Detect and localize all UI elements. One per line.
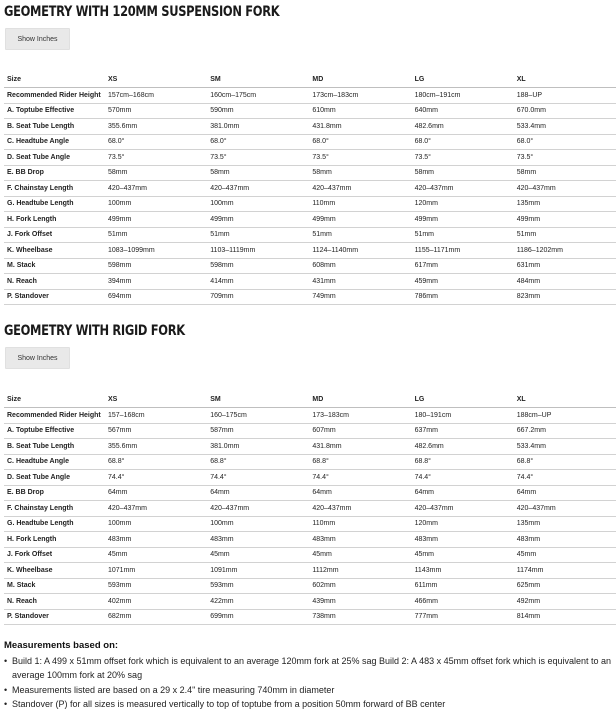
table-row: [4, 274, 616, 290]
table-row: [4, 196, 616, 212]
table-cell: 1174mm: [514, 563, 616, 579]
table-cell: 1071mm: [105, 563, 207, 579]
row-label: B. Seat Tube Length: [4, 119, 105, 135]
row-label: C. Headtube Angle: [4, 454, 105, 470]
table-cell: 51mm: [309, 227, 411, 243]
table-cell: 74.4°: [514, 470, 616, 486]
column-header-xs: XS: [105, 72, 207, 88]
table-cell: 499mm: [207, 212, 309, 228]
table-cell: 120mm: [412, 516, 514, 532]
table-row: [4, 212, 616, 228]
table-cell: 188–UP: [514, 88, 616, 104]
table-cell: 381.0mm: [207, 439, 309, 455]
table-cell: 100mm: [207, 196, 309, 212]
row-label: N. Reach: [4, 274, 105, 290]
table-cell: 73.5°: [412, 150, 514, 166]
table-cell: 483mm: [105, 532, 207, 548]
table-row: [4, 454, 616, 470]
row-label: N. Reach: [4, 594, 105, 610]
table-cell: 110mm: [309, 196, 411, 212]
column-header-lg: LG: [412, 392, 514, 408]
measurements-list: [4, 654, 612, 712]
table-cell: 640mm: [412, 103, 514, 119]
table-cell: 74.4°: [412, 470, 514, 486]
table-cell: 1112mm: [309, 563, 411, 579]
table-cell: 100mm: [105, 516, 207, 532]
table-cell: 484mm: [514, 274, 616, 290]
table-row: [4, 516, 616, 532]
row-label: P. Standover: [4, 609, 105, 625]
table-cell: 64mm: [309, 485, 411, 501]
section-title-suspension: GEOMETRY WITH 120MM SUSPENSION FORK: [4, 4, 280, 20]
table-cell: 68.8°: [105, 454, 207, 470]
table-cell: 68.0°: [309, 134, 411, 150]
row-label: E. BB Drop: [4, 485, 105, 501]
measurements-item: • Standover (P) for all sizes is measured vertically to top of toptube from a position 50mm forward of BB center: [4, 697, 612, 711]
row-label: K. Wheelbase: [4, 243, 105, 259]
column-header-xs: XS: [105, 392, 207, 408]
row-label: Recommended Rider Height: [4, 88, 105, 104]
table-cell: 670.0mm: [514, 103, 616, 119]
column-header-xl: XL: [514, 72, 616, 88]
table-cell: 602mm: [309, 578, 411, 594]
table-cell: 68.8°: [514, 454, 616, 470]
table-cell: 110mm: [309, 516, 411, 532]
table-cell: 533.4mm: [514, 439, 616, 455]
table-row: [4, 563, 616, 579]
table-cell: 1124–1140mm: [309, 243, 411, 259]
measurements-item: • Build 1: A 499 x 51mm offset fork which is equivalent to an average 120mm fork at 25% sag Build 2: A 483 x 45mm offset fork which is equivalent to an average 100mm fork at 20% sag: [4, 654, 612, 683]
table-row: [4, 423, 616, 439]
table-cell: 439mm: [309, 594, 411, 610]
table-cell: 1143mm: [412, 563, 514, 579]
table-cell: 160cm–175cm: [207, 88, 309, 104]
row-label: F. Chainstay Length: [4, 501, 105, 517]
table-cell: 58mm: [412, 165, 514, 181]
table-cell: 608mm: [309, 258, 411, 274]
table-cell: 73.5°: [514, 150, 616, 166]
row-label: M. Stack: [4, 258, 105, 274]
table-cell: 482.6mm: [412, 439, 514, 455]
column-header-sm: SM: [207, 72, 309, 88]
table-cell: 431mm: [309, 274, 411, 290]
table-cell: 682mm: [105, 609, 207, 625]
table-cell: 499mm: [105, 212, 207, 228]
table-cell: 51mm: [412, 227, 514, 243]
table-cell: 499mm: [309, 212, 411, 228]
table-cell: 1103–1119mm: [207, 243, 309, 259]
table-cell: 180cm–191cm: [412, 88, 514, 104]
row-label: A. Toptube Effective: [4, 423, 105, 439]
table-cell: 420–437mm: [207, 181, 309, 197]
table-cell: 64mm: [514, 485, 616, 501]
table-row: [4, 594, 616, 610]
table-cell: 593mm: [207, 578, 309, 594]
measurements-notes: [4, 640, 612, 712]
table-cell: 786mm: [412, 289, 514, 305]
table-cell: 51mm: [207, 227, 309, 243]
table-cell: 414mm: [207, 274, 309, 290]
table-cell: 160–175cm: [207, 408, 309, 424]
table-row: [4, 485, 616, 501]
row-label: H. Fork Length: [4, 532, 105, 548]
table-cell: 73.5°: [309, 150, 411, 166]
table-cell: 45mm: [514, 547, 616, 563]
table-row: [4, 227, 616, 243]
table-cell: 45mm: [207, 547, 309, 563]
table-cell: 120mm: [412, 196, 514, 212]
table-cell: 777mm: [412, 609, 514, 625]
table-cell: 68.8°: [207, 454, 309, 470]
table-cell: 420–437mm: [105, 181, 207, 197]
table-row: [4, 609, 616, 625]
table-cell: 593mm: [105, 578, 207, 594]
table-cell: 420–437mm: [412, 501, 514, 517]
row-label: C. Headtube Angle: [4, 134, 105, 150]
table-cell: 570mm: [105, 103, 207, 119]
table-cell: 431.8mm: [309, 439, 411, 455]
table-cell: 135mm: [514, 516, 616, 532]
table-cell: 64mm: [105, 485, 207, 501]
row-label: Recommended Rider Height: [4, 408, 105, 424]
table-cell: 483mm: [514, 532, 616, 548]
row-label: K. Wheelbase: [4, 563, 105, 579]
table-cell: 180–191cm: [412, 408, 514, 424]
table-row: [4, 165, 616, 181]
table-cell: 68.0°: [514, 134, 616, 150]
table-cell: 631mm: [514, 258, 616, 274]
row-label: B. Seat Tube Length: [4, 439, 105, 455]
table-cell: 482.6mm: [412, 119, 514, 135]
table-cell: 100mm: [207, 516, 309, 532]
table-cell: 135mm: [514, 196, 616, 212]
table-cell: 814mm: [514, 609, 616, 625]
measurements-heading: Measurements based on:: [4, 640, 119, 651]
table-cell: 483mm: [207, 532, 309, 548]
table-cell: 355.6mm: [105, 439, 207, 455]
table-cell: 738mm: [309, 609, 411, 625]
table-cell: 1155–1171mm: [412, 243, 514, 259]
table-row: [4, 501, 616, 517]
table-cell: 694mm: [105, 289, 207, 305]
row-label: G. Headtube Length: [4, 516, 105, 532]
table-cell: 68.0°: [412, 134, 514, 150]
row-label: D. Seat Tube Angle: [4, 470, 105, 486]
table-cell: 667.2mm: [514, 423, 616, 439]
table-cell: 1186–1202mm: [514, 243, 616, 259]
table-cell: 617mm: [412, 258, 514, 274]
table-row: [4, 181, 616, 197]
table-row: [4, 119, 616, 135]
table-cell: 611mm: [412, 578, 514, 594]
table-cell: 381.0mm: [207, 119, 309, 135]
table-cell: 73.5°: [105, 150, 207, 166]
table-cell: 68.0°: [105, 134, 207, 150]
table-row: [4, 243, 616, 259]
column-header-size: Size: [4, 392, 105, 408]
table-cell: 100mm: [105, 196, 207, 212]
table-cell: 1091mm: [207, 563, 309, 579]
table-row: [4, 103, 616, 119]
section-title-rigid: GEOMETRY WITH RIGID FORK: [4, 323, 185, 339]
table-row: [4, 532, 616, 548]
table-cell: 483mm: [309, 532, 411, 548]
table-cell: 45mm: [105, 547, 207, 563]
table-cell: 607mm: [309, 423, 411, 439]
table-header-row: [4, 72, 616, 88]
column-header-md: MD: [309, 72, 411, 88]
table-cell: 533.4mm: [514, 119, 616, 135]
table-row: [4, 408, 616, 424]
table-cell: 587mm: [207, 423, 309, 439]
table-cell: 157–168cm: [105, 408, 207, 424]
row-label: P. Standover: [4, 289, 105, 305]
geometry-table-suspension: [4, 72, 616, 305]
table-cell: 492mm: [514, 594, 616, 610]
table-cell: 420–437mm: [514, 501, 616, 517]
table-cell: 402mm: [105, 594, 207, 610]
table-cell: 68.8°: [309, 454, 411, 470]
table-cell: 45mm: [412, 547, 514, 563]
row-label: F. Chainstay Length: [4, 181, 105, 197]
table-cell: 598mm: [105, 258, 207, 274]
table-cell: 459mm: [412, 274, 514, 290]
table-cell: 420–437mm: [105, 501, 207, 517]
table-cell: 64mm: [412, 485, 514, 501]
table-cell: 68.0°: [207, 134, 309, 150]
table-row: [4, 439, 616, 455]
table-cell: 749mm: [309, 289, 411, 305]
table-cell: 431.8mm: [309, 119, 411, 135]
row-label: J. Fork Offset: [4, 547, 105, 563]
table-cell: 68.8°: [412, 454, 514, 470]
show-inches-button[interactable]: Show Inches: [5, 28, 70, 50]
table-cell: 58mm: [514, 165, 616, 181]
table-cell: 823mm: [514, 289, 616, 305]
table-row: [4, 258, 616, 274]
table-cell: 625mm: [514, 578, 616, 594]
table-cell: 598mm: [207, 258, 309, 274]
table-cell: 51mm: [105, 227, 207, 243]
column-header-md: MD: [309, 392, 411, 408]
table-cell: 420–437mm: [412, 181, 514, 197]
table-cell: 64mm: [207, 485, 309, 501]
table-cell: 173–183cm: [309, 408, 411, 424]
table-cell: 499mm: [514, 212, 616, 228]
table-cell: 58mm: [105, 165, 207, 181]
table-cell: 73.5°: [207, 150, 309, 166]
measurements-item: • Measurements listed are based on a 29 x 2.4" tire measuring 740mm in diameter: [4, 683, 612, 697]
table-cell: 157cm–168cm: [105, 88, 207, 104]
table-row: [4, 578, 616, 594]
geometry-table-rigid: [4, 392, 616, 625]
table-cell: 173cm–183cm: [309, 88, 411, 104]
table-cell: 466mm: [412, 594, 514, 610]
table-cell: 394mm: [105, 274, 207, 290]
table-row: [4, 150, 616, 166]
table-cell: 567mm: [105, 423, 207, 439]
table-cell: 590mm: [207, 103, 309, 119]
table-cell: 420–437mm: [514, 181, 616, 197]
show-inches-button[interactable]: Show Inches: [5, 347, 70, 369]
table-cell: 74.4°: [105, 470, 207, 486]
row-label: A. Toptube Effective: [4, 103, 105, 119]
table-cell: 58mm: [309, 165, 411, 181]
row-label: D. Seat Tube Angle: [4, 150, 105, 166]
table-cell: 74.4°: [207, 470, 309, 486]
table-cell: 699mm: [207, 609, 309, 625]
row-label: M. Stack: [4, 578, 105, 594]
row-label: E. BB Drop: [4, 165, 105, 181]
table-cell: 58mm: [207, 165, 309, 181]
column-header-xl: XL: [514, 392, 616, 408]
table-row: [4, 289, 616, 305]
table-row: [4, 134, 616, 150]
table-cell: 610mm: [309, 103, 411, 119]
table-cell: 51mm: [514, 227, 616, 243]
column-header-lg: LG: [412, 72, 514, 88]
table-cell: 188cm–UP: [514, 408, 616, 424]
column-header-size: Size: [4, 72, 105, 88]
table-cell: 420–437mm: [309, 181, 411, 197]
table-row: [4, 470, 616, 486]
table-row: [4, 547, 616, 563]
table-cell: 355.6mm: [105, 119, 207, 135]
table-cell: 499mm: [412, 212, 514, 228]
table-header-row: [4, 392, 616, 408]
row-label: H. Fork Length: [4, 212, 105, 228]
table-cell: 45mm: [309, 547, 411, 563]
table-cell: 74.4°: [309, 470, 411, 486]
table-cell: 420–437mm: [309, 501, 411, 517]
row-label: J. Fork Offset: [4, 227, 105, 243]
column-header-sm: SM: [207, 392, 309, 408]
table-row: [4, 88, 616, 104]
table-cell: 709mm: [207, 289, 309, 305]
table-cell: 420–437mm: [207, 501, 309, 517]
row-label: G. Headtube Length: [4, 196, 105, 212]
table-cell: 483mm: [412, 532, 514, 548]
table-cell: 422mm: [207, 594, 309, 610]
table-cell: 637mm: [412, 423, 514, 439]
table-cell: 1083–1099mm: [105, 243, 207, 259]
